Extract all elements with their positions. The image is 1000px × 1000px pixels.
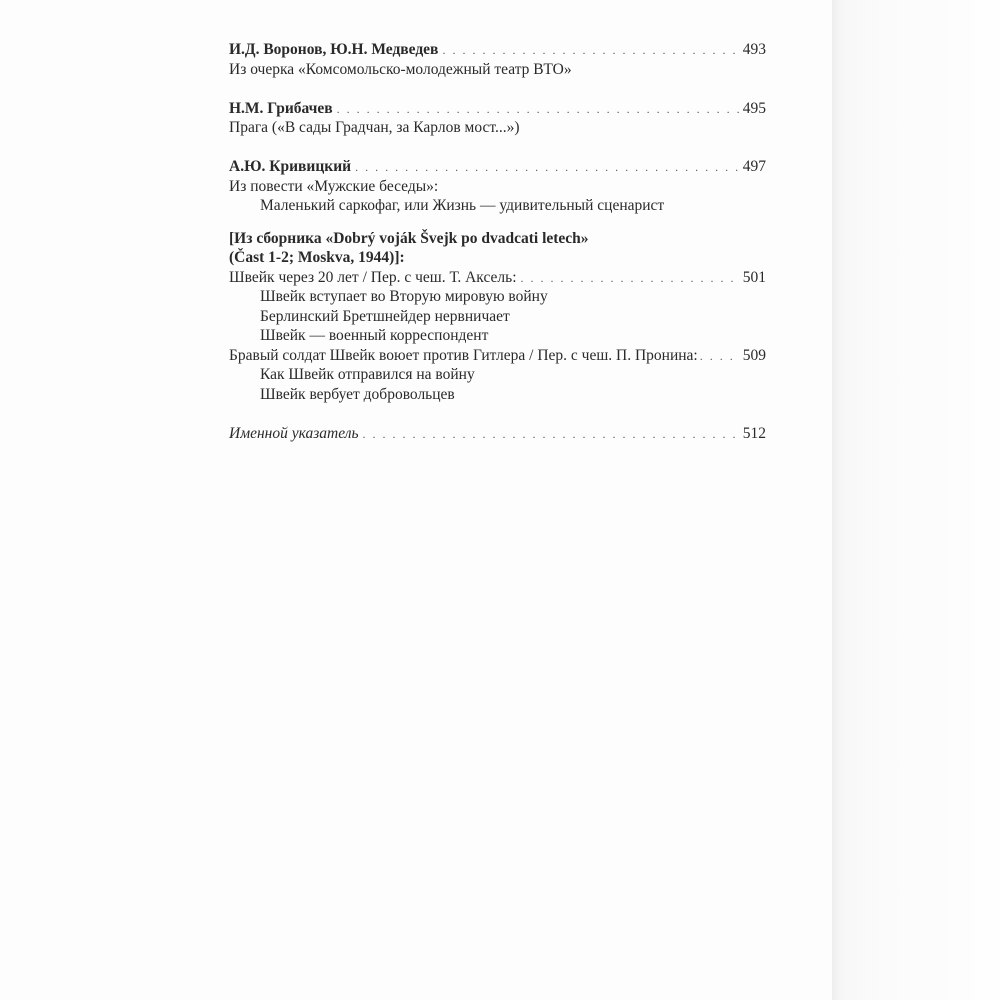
sub-work-title: Швейк вступает во Вторую мировую войну: [260, 288, 548, 305]
author-name: И.Д. Воронов, Ю.Н. Медведев: [229, 41, 439, 58]
leader-dots: [363, 425, 739, 445]
spacer: [229, 216, 766, 229]
toc-entry-svejk-part1: [229, 268, 766, 288]
toc-entry-gribachev: [229, 99, 766, 119]
toc-entry-voronov: [229, 40, 766, 60]
work-title: Из повести «Мужские беседы»:: [229, 177, 439, 195]
index-title: Именной указатель: [229, 424, 359, 442]
table-of-contents: [229, 40, 766, 443]
sub-work-title: Швейк — военный корреспондент: [260, 327, 489, 344]
sub-work-title: Как Швейк отправился на войну: [260, 366, 475, 383]
toc-entry-index: [229, 424, 766, 444]
leader-dots: [355, 158, 739, 178]
spacer: [229, 79, 766, 99]
toc-entry-krivitsky: [229, 157, 766, 177]
spacer: [229, 138, 766, 158]
leader-dots: [442, 41, 738, 61]
page-number: 497: [742, 158, 766, 175]
page-number: 501: [742, 268, 766, 286]
author-name: Н.М. Грибачев: [229, 99, 333, 117]
collection-heading: [Из сборника «Dobrý voják Švejk po dvadcati letech»: [229, 229, 589, 247]
work-title: Бравый солдат Швейк воюет против Гитлера / Пер. с чеш. П. Пронина:: [229, 346, 698, 364]
author-name: А.Ю. Кривицкий: [229, 158, 352, 175]
leader-dots: [337, 100, 739, 120]
sub-work-title: Швейк вербует добровольцев: [260, 385, 455, 403]
page-number: 512: [742, 424, 766, 442]
page-number: 493: [742, 41, 766, 58]
leader-dots: [700, 347, 739, 367]
page-edge: [832, 0, 1000, 1000]
collection-heading-continued: (Čast 1-2; Moskva, 1944)]:: [229, 249, 405, 266]
sub-work-title: Маленький саркофаг, или Жизнь — удивительный сценарист: [260, 197, 665, 214]
work-title: Из очерка «Комсомольско-молодежный театр ВТО»: [229, 60, 572, 78]
work-title: Прага («В сады Градчан, за Карлов мост...»): [229, 119, 520, 136]
work-title: Швейк через 20 лет / Пер. с чеш. Т. Аксель:: [229, 268, 517, 286]
sub-work-title: Берлинский Бретшнейдер нервничает: [260, 307, 510, 325]
page-number: 495: [742, 99, 766, 117]
leader-dots: [521, 269, 739, 289]
page-number: 509: [742, 346, 766, 364]
spacer: [229, 404, 766, 424]
toc-entry-svejk-part2: [229, 346, 766, 366]
